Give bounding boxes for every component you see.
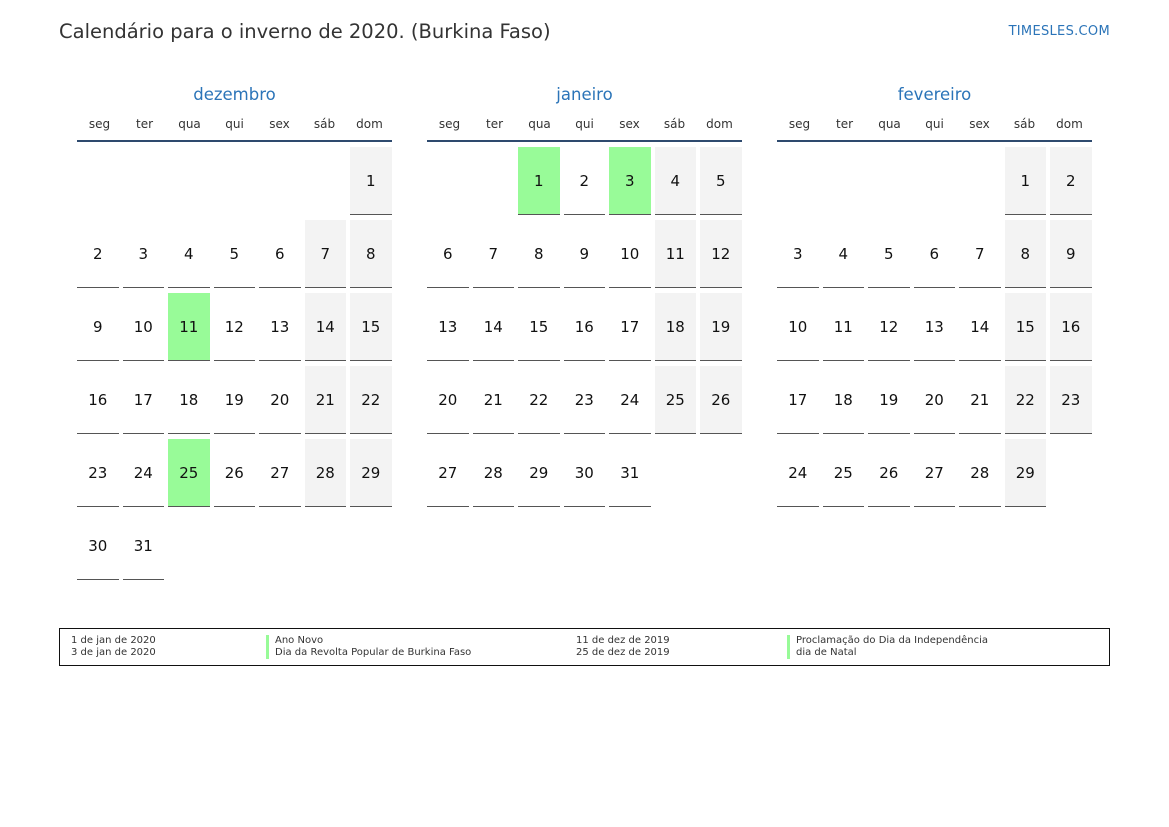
weekday-label: ter bbox=[835, 117, 854, 131]
day-cell: 24 bbox=[609, 366, 651, 434]
day-cell: 13 bbox=[914, 293, 956, 361]
day-cell: 28 bbox=[959, 439, 1001, 507]
day-cell: 10 bbox=[609, 220, 651, 288]
day-cell: 14 bbox=[473, 293, 515, 361]
legend-holiday-name: Ano Novo bbox=[266, 635, 471, 647]
day-cell: 27 bbox=[427, 439, 469, 507]
day-cell: 31 bbox=[609, 439, 651, 507]
weekday-label: qui bbox=[925, 117, 944, 131]
day-cell: 26 bbox=[700, 366, 742, 434]
day-cell: 7 bbox=[473, 220, 515, 288]
day-cell: 16 bbox=[1050, 293, 1092, 361]
empty-cell bbox=[823, 147, 865, 215]
day-cell: 19 bbox=[700, 293, 742, 361]
day-cell: 5 bbox=[700, 147, 742, 215]
legend-names-left bbox=[266, 635, 471, 659]
empty-cell bbox=[214, 147, 256, 215]
weekday-label: sáb bbox=[663, 117, 686, 131]
day-cell: 31 bbox=[123, 512, 165, 580]
holiday-day-cell: 11 bbox=[168, 293, 210, 361]
day-cell: 12 bbox=[700, 220, 742, 288]
weekday-label: ter bbox=[135, 117, 154, 131]
empty-cell bbox=[305, 147, 347, 215]
day-cell: 3 bbox=[123, 220, 165, 288]
day-cell: 25 bbox=[655, 366, 697, 434]
weekday-label: sex bbox=[269, 117, 290, 131]
day-cell: 28 bbox=[473, 439, 515, 507]
day-cell: 8 bbox=[350, 220, 392, 288]
day-cell: 8 bbox=[518, 220, 560, 288]
day-cell: 18 bbox=[823, 366, 865, 434]
day-cell: 20 bbox=[914, 366, 956, 434]
weekday-label: dom bbox=[1056, 117, 1083, 131]
legend-dates-left bbox=[71, 635, 156, 659]
month-janeiro bbox=[427, 84, 742, 507]
weekday-header bbox=[427, 112, 742, 142]
day-grid bbox=[427, 147, 742, 507]
legend-date: 25 de dez de 2019 bbox=[576, 647, 670, 658]
empty-cell bbox=[168, 147, 210, 215]
day-cell: 24 bbox=[777, 439, 819, 507]
empty-cell bbox=[914, 147, 956, 215]
day-cell: 29 bbox=[518, 439, 560, 507]
day-cell: 5 bbox=[214, 220, 256, 288]
day-cell: 12 bbox=[214, 293, 256, 361]
weekday-label: sex bbox=[619, 117, 640, 131]
day-cell: 18 bbox=[168, 366, 210, 434]
weekday-label: sex bbox=[969, 117, 990, 131]
month-name: fevereiro bbox=[897, 85, 972, 104]
page-title: Calendário para o inverno de 2020. (Burkina Faso) bbox=[59, 20, 551, 43]
day-cell: 6 bbox=[259, 220, 301, 288]
day-cell: 18 bbox=[655, 293, 697, 361]
weekday-label: sáb bbox=[1013, 117, 1036, 131]
legend-date: 11 de dez de 2019 bbox=[576, 635, 670, 646]
holiday-day-cell: 25 bbox=[168, 439, 210, 507]
holiday-day-cell: 1 bbox=[518, 147, 560, 215]
holiday-legend bbox=[59, 628, 1110, 666]
day-cell: 2 bbox=[77, 220, 119, 288]
day-cell: 4 bbox=[823, 220, 865, 288]
weekday-label: qua bbox=[878, 117, 901, 131]
weekday-label: qua bbox=[178, 117, 201, 131]
legend-date: 3 de jan de 2020 bbox=[71, 647, 156, 658]
day-cell: 1 bbox=[350, 147, 392, 215]
weekday-label: sáb bbox=[313, 117, 336, 131]
day-grid bbox=[777, 147, 1092, 507]
day-cell: 1 bbox=[1005, 147, 1047, 215]
weekday-label: dom bbox=[706, 117, 733, 131]
day-cell: 11 bbox=[823, 293, 865, 361]
month-name: janeiro bbox=[556, 85, 613, 104]
day-cell: 6 bbox=[427, 220, 469, 288]
day-cell: 15 bbox=[1005, 293, 1047, 361]
day-cell: 20 bbox=[259, 366, 301, 434]
weekday-header bbox=[777, 112, 1092, 142]
day-cell: 26 bbox=[214, 439, 256, 507]
legend-holiday-name: Dia da Revolta Popular de Burkina Faso bbox=[266, 647, 471, 659]
month-fevereiro bbox=[777, 84, 1092, 507]
empty-cell bbox=[959, 147, 1001, 215]
day-cell: 13 bbox=[427, 293, 469, 361]
day-cell: 25 bbox=[823, 439, 865, 507]
day-cell: 5 bbox=[868, 220, 910, 288]
day-cell: 29 bbox=[350, 439, 392, 507]
day-cell: 27 bbox=[259, 439, 301, 507]
day-cell: 11 bbox=[655, 220, 697, 288]
day-cell: 14 bbox=[305, 293, 347, 361]
day-cell: 10 bbox=[123, 293, 165, 361]
empty-cell bbox=[473, 147, 515, 215]
day-cell: 17 bbox=[123, 366, 165, 434]
day-cell: 14 bbox=[959, 293, 1001, 361]
empty-cell bbox=[868, 147, 910, 215]
day-cell: 3 bbox=[777, 220, 819, 288]
holiday-day-cell: 3 bbox=[609, 147, 651, 215]
day-cell: 13 bbox=[259, 293, 301, 361]
day-cell: 10 bbox=[777, 293, 819, 361]
legend-names-right bbox=[787, 635, 988, 659]
day-cell: 20 bbox=[427, 366, 469, 434]
day-cell: 16 bbox=[564, 293, 606, 361]
empty-cell bbox=[259, 147, 301, 215]
site-link[interactable]: TIMESLES.COM bbox=[1008, 24, 1110, 39]
empty-cell bbox=[123, 147, 165, 215]
weekday-header bbox=[77, 112, 392, 142]
weekday-label: seg bbox=[438, 117, 461, 131]
weekday-label: ter bbox=[485, 117, 504, 131]
weekday-label: qui bbox=[575, 117, 594, 131]
weekday-label: seg bbox=[788, 117, 811, 131]
legend-holiday-name: dia de Natal bbox=[787, 647, 988, 659]
day-cell: 22 bbox=[518, 366, 560, 434]
weekday-label: qua bbox=[528, 117, 551, 131]
day-cell: 21 bbox=[959, 366, 1001, 434]
day-cell: 16 bbox=[77, 366, 119, 434]
day-cell: 9 bbox=[564, 220, 606, 288]
day-cell: 30 bbox=[77, 512, 119, 580]
day-cell: 6 bbox=[914, 220, 956, 288]
day-cell: 2 bbox=[1050, 147, 1092, 215]
legend-dates-right bbox=[576, 635, 670, 659]
day-cell: 30 bbox=[564, 439, 606, 507]
empty-cell bbox=[427, 147, 469, 215]
day-cell: 4 bbox=[168, 220, 210, 288]
day-cell: 24 bbox=[123, 439, 165, 507]
day-cell: 9 bbox=[1050, 220, 1092, 288]
day-cell: 17 bbox=[609, 293, 651, 361]
weekday-label: seg bbox=[88, 117, 111, 131]
day-cell: 15 bbox=[350, 293, 392, 361]
day-cell: 23 bbox=[564, 366, 606, 434]
day-cell: 2 bbox=[564, 147, 606, 215]
day-cell: 26 bbox=[868, 439, 910, 507]
day-cell: 23 bbox=[1050, 366, 1092, 434]
day-cell: 8 bbox=[1005, 220, 1047, 288]
weekday-label: qui bbox=[225, 117, 244, 131]
day-cell: 15 bbox=[518, 293, 560, 361]
day-cell: 28 bbox=[305, 439, 347, 507]
day-cell: 12 bbox=[868, 293, 910, 361]
day-cell: 19 bbox=[214, 366, 256, 434]
day-cell: 21 bbox=[473, 366, 515, 434]
day-grid bbox=[77, 147, 392, 580]
legend-date: 1 de jan de 2020 bbox=[71, 635, 156, 646]
month-dezembro bbox=[77, 84, 392, 580]
weekday-label: dom bbox=[356, 117, 383, 131]
day-cell: 4 bbox=[655, 147, 697, 215]
day-cell: 23 bbox=[77, 439, 119, 507]
month-name: dezembro bbox=[193, 85, 276, 104]
day-cell: 9 bbox=[77, 293, 119, 361]
day-cell: 29 bbox=[1005, 439, 1047, 507]
day-cell: 17 bbox=[777, 366, 819, 434]
legend-holiday-name: Proclamação do Dia da Independência bbox=[787, 635, 988, 647]
day-cell: 7 bbox=[959, 220, 1001, 288]
day-cell: 21 bbox=[305, 366, 347, 434]
day-cell: 27 bbox=[914, 439, 956, 507]
empty-cell bbox=[777, 147, 819, 215]
empty-cell bbox=[77, 147, 119, 215]
day-cell: 7 bbox=[305, 220, 347, 288]
day-cell: 22 bbox=[350, 366, 392, 434]
day-cell: 19 bbox=[868, 366, 910, 434]
day-cell: 22 bbox=[1005, 366, 1047, 434]
